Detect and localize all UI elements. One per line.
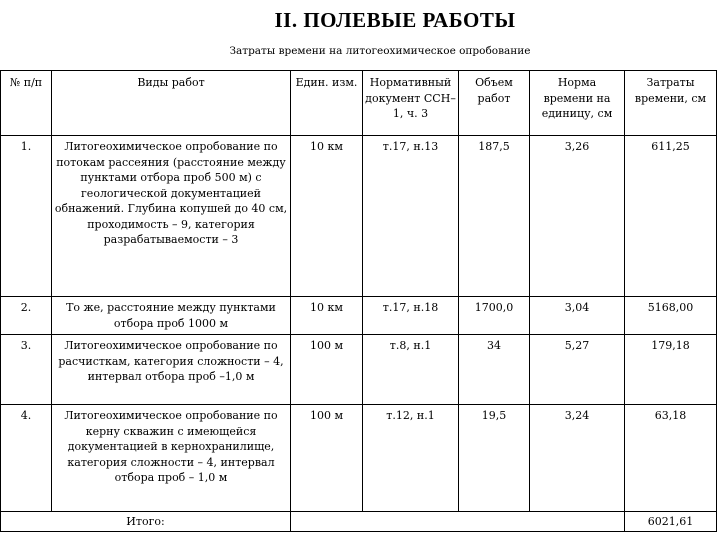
cell-number: 4. [1,405,52,512]
cell-time-cost: 611,25 [625,136,717,297]
table-total-row [1,512,717,532]
total-value: 6021,61 [625,512,717,532]
labor-cost-table [0,70,717,532]
cell-time-norm: 3,24 [530,405,625,512]
column-header-work-type: Виды работ [52,71,291,136]
table-row [1,136,717,297]
cell-work-type: То же, расстояние между пунктами отбора проб 1000 м [52,297,291,335]
column-header-unit: Един. изм. [291,71,363,136]
cell-volume: 1700,0 [459,297,530,335]
column-header-norm-document: Нормативный документ ССН–1, ч. 3 [363,71,459,136]
cell-work-type: Литогеохимическое опробование по керну скважин с имеющейся документацией в кернохранилище, категория сложности – 4, интервал отбора проб – 1,0 м [52,405,291,512]
cell-time-cost: 63,18 [625,405,717,512]
cell-unit: 10 км [291,297,363,335]
cell-unit: 10 км [291,136,363,297]
cell-unit: 100 м [291,335,363,405]
cell-number: 3. [1,335,52,405]
table-row [1,335,717,405]
table-row [1,297,717,335]
column-header-time-cost: Затраты времени, см [625,71,717,136]
column-header-number: № п/п [1,71,52,136]
cell-norm-document: т.17, н.13 [363,136,459,297]
cell-unit: 100 м [291,405,363,512]
cell-volume: 19,5 [459,405,530,512]
cell-number: 1. [1,136,52,297]
column-header-volume: Объем работ [459,71,530,136]
cell-norm-document: т.12, н.1 [363,405,459,512]
table-caption: Затраты времени на литогеохимическое опробование [229,45,531,57]
cell-number: 2. [1,297,52,335]
cell-work-type: Литогеохимическое опробование по потокам рассеяния (расстояние между пунктами отбора проб 500 м) с геологической документацией обнажений. Глубина копушей до 40 см, проходимость – 9, категория разрабатываемости – 3 [52,136,291,297]
cell-work-type: Литогеохимическое опробование по расчисткам, категория сложности – 4, интервал отбора проб –1,0 м [52,335,291,405]
cell-norm-document: т.17, н.18 [363,297,459,335]
cell-time-norm: 3,26 [530,136,625,297]
column-header-time-norm: Норма времени на единицу, см [530,71,625,136]
cell-volume: 34 [459,335,530,405]
cell-time-norm: 3,04 [530,297,625,335]
total-label: Итого: [1,512,291,532]
page-title: II. ПОЛЕВЫЕ РАБОТЫ [274,8,516,32]
cell-time-cost: 179,18 [625,335,717,405]
table-header-row [1,71,717,136]
cell-time-cost: 5168,00 [625,297,717,335]
cell-volume: 187,5 [459,136,530,297]
table-row [1,405,717,512]
cell-time-norm: 5,27 [530,335,625,405]
total-empty-cell [291,512,625,532]
cell-norm-document: т.8, н.1 [363,335,459,405]
